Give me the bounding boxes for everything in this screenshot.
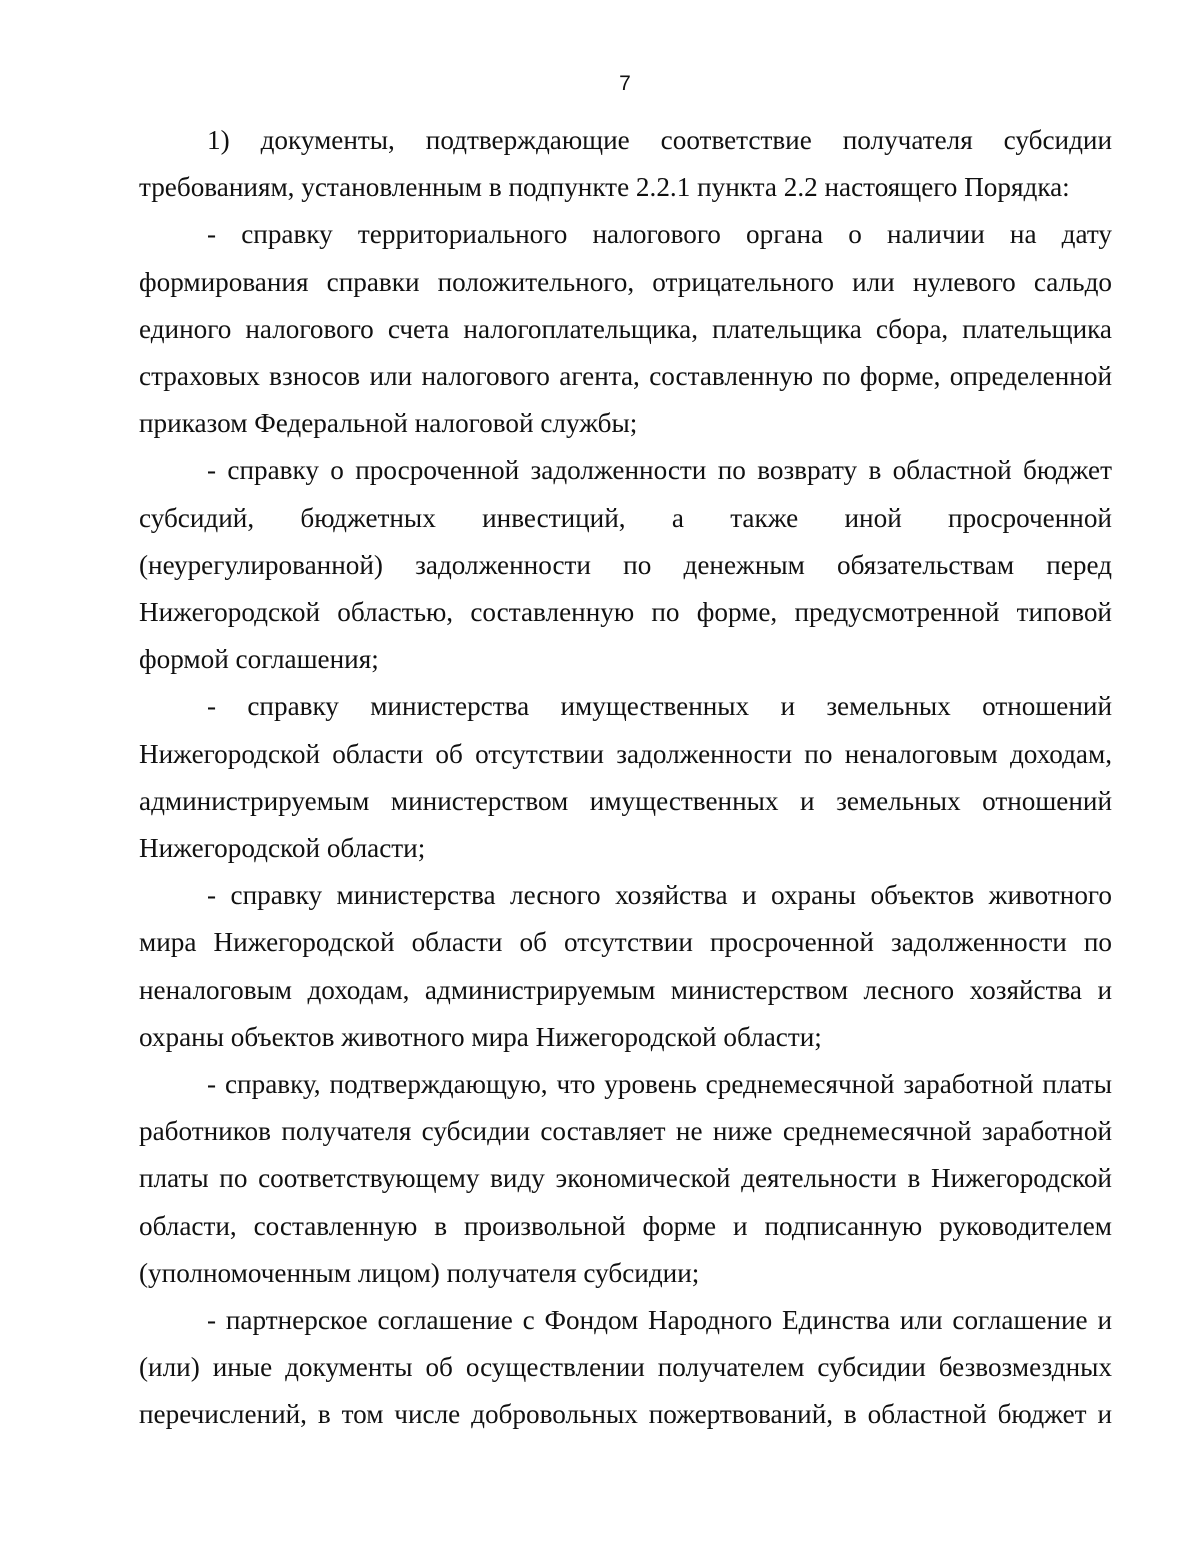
paragraph-salary-level-certificate: - справку, подтверждающую, что уровень среднемесячной заработной платы работников получателя субсидии составляет не ниже среднемесячной заработной платы по соответствующему виду экономической деятельности в Нижегородской области, составленную в произвольной форме и подписанную руководителем (уполномоченным лицом) получателя субсидии;	[139, 1069, 1112, 1288]
paragraph-property-ministry-certificate: - справку министерства имущественных и земельных отношений Нижегородской области об отсутствии задолженности по неналоговым доходам, администрируемым министерством имущественных и земельных отношений Нижегородской области;	[139, 691, 1112, 864]
document-body	[139, 117, 1112, 1439]
paragraph-tax-authority-certificate: - справку территориального налогового органа о наличии на дату формирования справки положительного, отрицательного или нулевого сальдо единого налогового счета налогоплательщика, плательщика сбора, плательщика страховых взносов или налогового агента, составленную по форме, определенной приказом Федеральной налоговой службы;	[139, 219, 1112, 439]
paragraph-documents-list-intro: 1) документы, подтверждающие соответствие получателя субсидии требованиям, установленным в подпункте 2.2.1 пункта 2.2 настоящего Порядка:	[139, 125, 1112, 203]
paragraph-partnership-agreement: - партнерское соглашение с Фондом Народного Единства или соглашение и (или) иные документы об осуществлении получателем субсидии безвозмездных перечислений, в том числе добровольных пожертвований, в областной бюджет и	[139, 1305, 1112, 1430]
paragraph-forestry-ministry-certificate: - справку министерства лесного хозяйства и охраны объектов животного мира Нижегородской области об отсутствии просроченной задолженности по неналоговым доходам, администрируемым министерством лесного хозяйства и охраны объектов животного мира Нижегородской области;	[139, 880, 1112, 1052]
page-number: 7	[619, 72, 631, 95]
paragraph-overdue-debt-certificate: - справку о просроченной задолженности по возврату в областной бюджет субсидий, бюджетных инвестиций, а также иной просроченной (неурегулированной) задолженности по денежным обязательствам перед Нижегородской областью, составленную по форме, предусмотренной типовой формой соглашения;	[139, 455, 1112, 675]
